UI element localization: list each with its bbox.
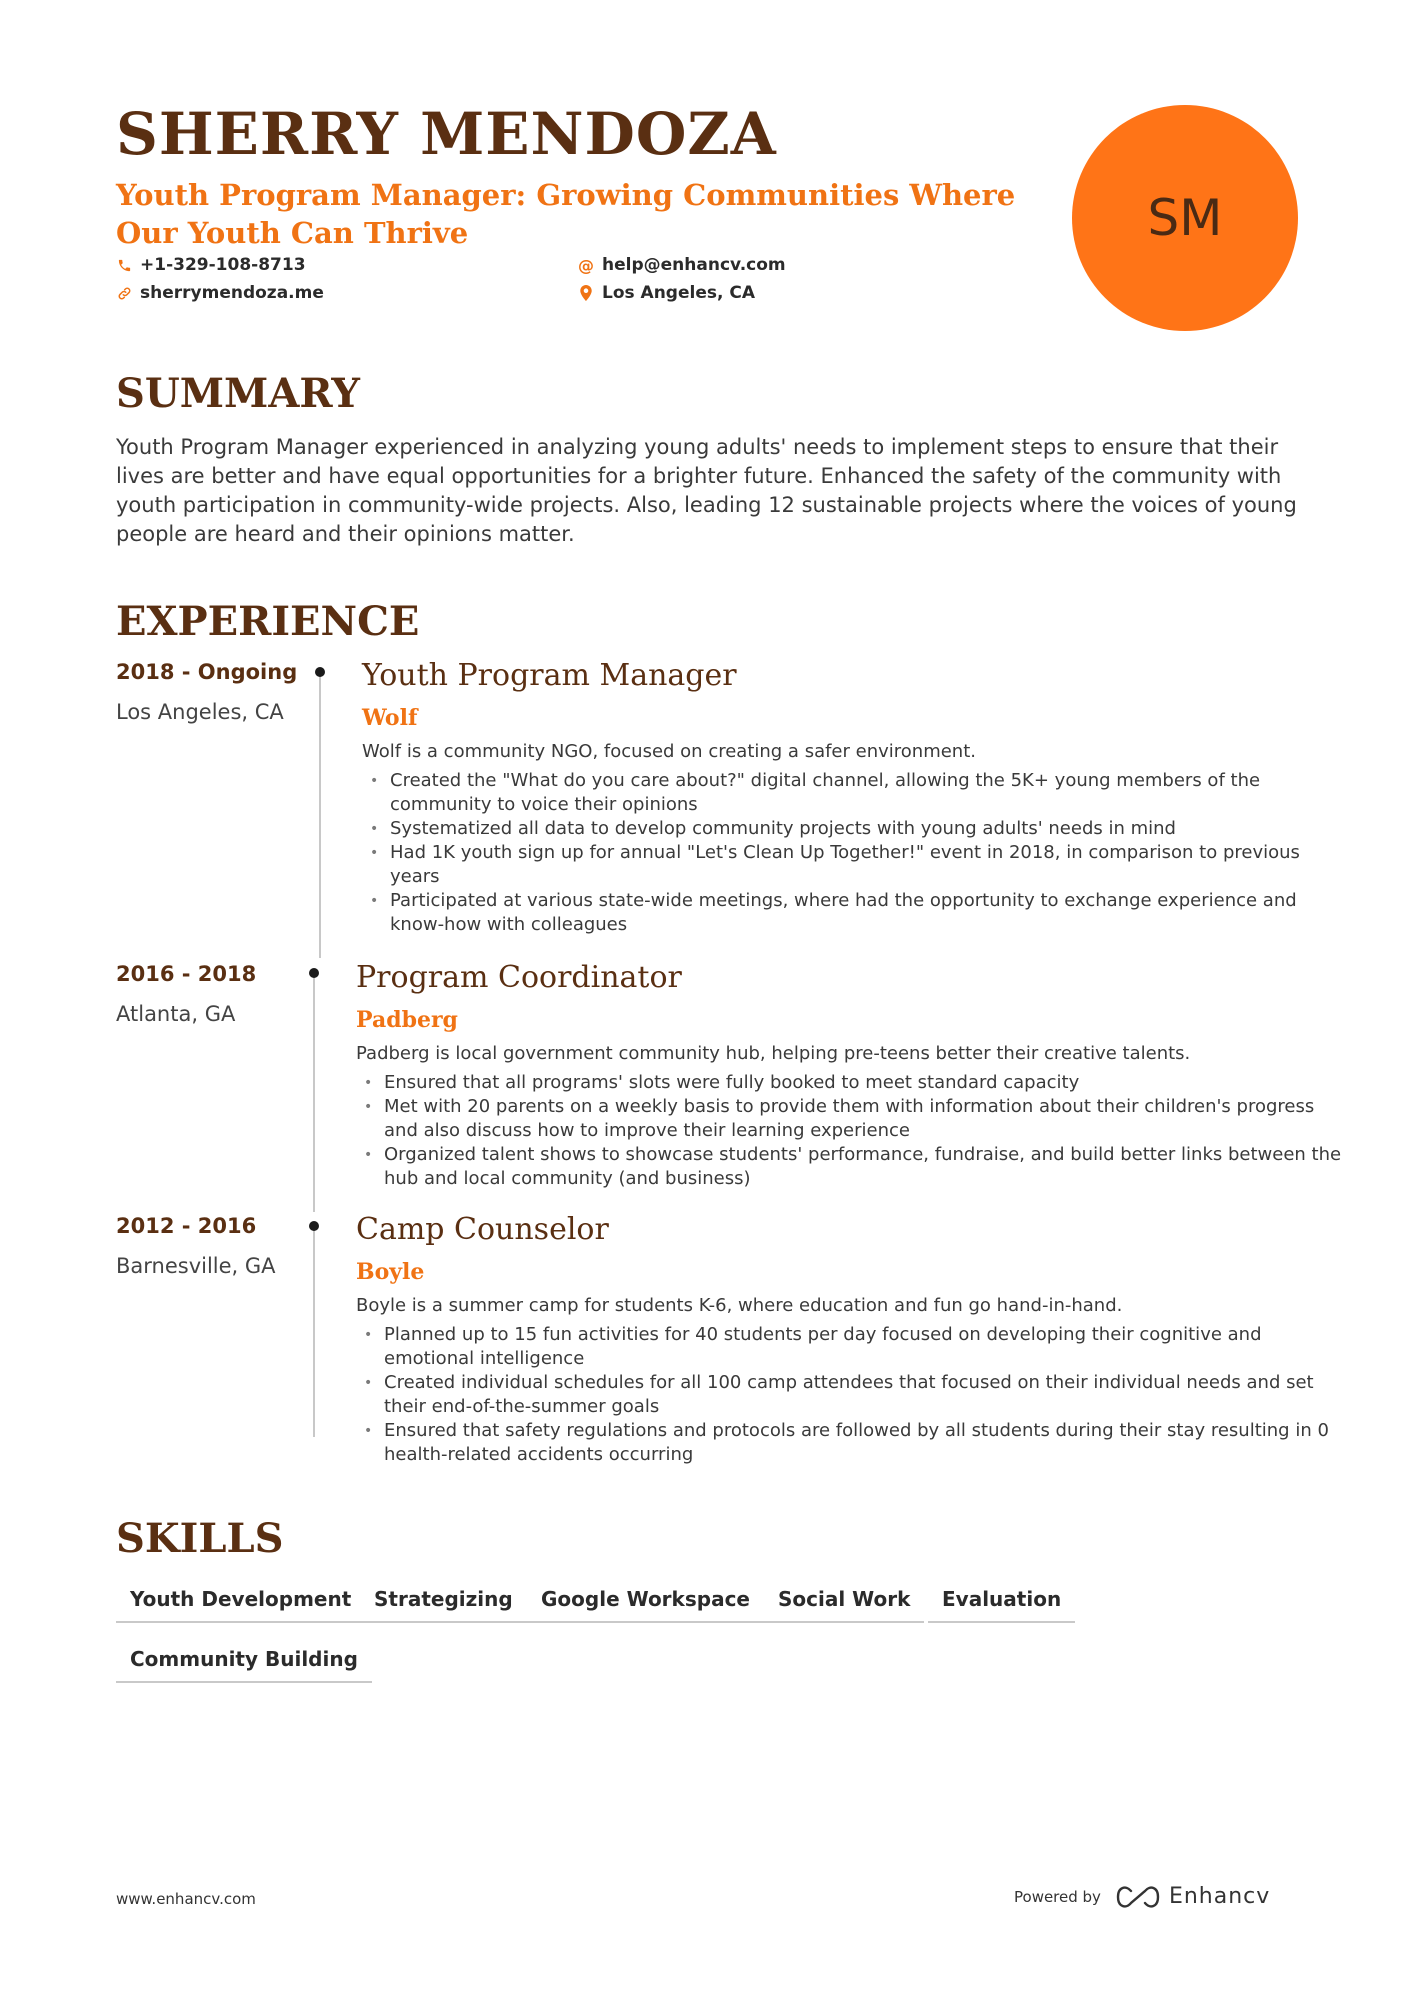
location-text: Los Angeles, CA — [602, 283, 755, 303]
job-description: Wolf is a community NGO, focused on creating a safer environment. — [362, 741, 976, 762]
timeline-line — [313, 972, 315, 1212]
job-company: Padberg — [356, 1007, 458, 1033]
list-item: • Planned up to 15 fun activities for 40 students per day focused on developing their cognitive and emotional intelligence — [364, 1324, 1262, 1369]
footer-branding — [1014, 1884, 1270, 1909]
list-item: • Organized talent shows to showcase students' performance, fundraise, and build better links between the hub and local community (and business) — [364, 1144, 1342, 1189]
list-item: • Systematized all data to develop community projects with young adults' needs in mind — [370, 818, 1176, 839]
skill-tag: Youth Development — [116, 1587, 365, 1623]
job-location: Los Angeles, CA — [116, 700, 284, 724]
list-item: • Ensured that safety regulations and protocols are followed by all students during their stay resulting in 0 health-related accidents occurring — [364, 1420, 1329, 1465]
skill-tag: Social Work — [764, 1587, 924, 1623]
list-item: • Created the "What do you care about?" digital channel, allowing the 5K+ young members of the community to voice their opinions — [370, 770, 1261, 815]
list-item: • Ensured that all programs' slots were fully booked to meet standard capacity — [364, 1072, 1080, 1093]
job-dates: 2018 - Ongoing — [116, 660, 298, 684]
list-item: • Had 1K youth sign up for annual "Let's Clean Up Together!" event in 2018, in comparison to previous years — [370, 842, 1300, 887]
phone-icon — [116, 257, 132, 273]
job-bullets — [356, 1323, 1346, 1467]
headline: Youth Program Manager: Growing Communities Where Our Youth Can Thrive — [116, 178, 1016, 250]
list-item: • Participated at various state-wide meetings, where had the opportunity to exchange experience and know-how with colleagues — [370, 890, 1297, 935]
job-dates: 2012 - 2016 — [116, 1214, 257, 1238]
job-company: Boyle — [356, 1259, 425, 1285]
timeline-dot — [309, 1221, 319, 1231]
contact-email[interactable] — [578, 255, 786, 275]
website-text[interactable]: sherrymendoza.me — [140, 283, 324, 303]
job-title: Program Coordinator — [356, 960, 682, 995]
avatar — [1072, 105, 1298, 331]
skills-title: SKILLS — [116, 1515, 284, 1562]
skill-tag: Community Building — [116, 1647, 372, 1683]
job-company: Wolf — [362, 705, 418, 731]
contact-website[interactable] — [116, 283, 324, 303]
contact-location — [578, 283, 755, 303]
job-description: Padberg is local government community hub, helping pre-teens better their creative talents. — [356, 1043, 1191, 1064]
phone-text: +1-329-108-8713 — [140, 255, 306, 275]
enhancv-logo-icon — [1115, 1885, 1161, 1909]
list-item: • Created individual schedules for all 100 camp attendees that focused on their individual needs and set their end-of-the-summer goals — [364, 1372, 1314, 1417]
job-title: Youth Program Manager — [362, 658, 737, 693]
job-description: Boyle is a summer camp for students K-6, where education and fun go hand-in-hand. — [356, 1295, 1123, 1316]
summary-text: Youth Program Manager experienced in analyzing young adults' needs to implement steps to ensure that their lives are better and have equal opportunities for a brighter future. Enhanced the safety of the community with youth participation in community-wide projects. Also, leading 12 sustainable projects where the voices of young people are heard and their opinions matter. — [116, 435, 1297, 546]
skill-tag: Google Workspace — [527, 1587, 764, 1623]
job-bullets — [362, 769, 1352, 937]
timeline-dot — [315, 667, 325, 677]
timeline-dot — [309, 968, 319, 978]
timeline-line — [313, 1225, 315, 1437]
skill-tag: Strategizing — [360, 1587, 527, 1623]
link-icon — [116, 285, 132, 301]
brand-name: Enhancv — [1168, 1884, 1271, 1909]
powered-by-label: Powered by — [1014, 1887, 1101, 1906]
footer-website[interactable]: www.enhancv.com — [116, 1890, 256, 1908]
experience-title: EXPERIENCE — [116, 598, 420, 645]
pin-icon — [578, 285, 594, 301]
candidate-name: SHERRY MENDOZA — [116, 100, 777, 168]
job-dates: 2016 - 2018 — [116, 962, 257, 986]
job-bullets — [356, 1071, 1346, 1191]
enhancv-logo[interactable] — [1115, 1884, 1270, 1909]
summary-title: SUMMARY — [116, 370, 360, 417]
job-location: Atlanta, GA — [116, 1002, 236, 1026]
job-title: Camp Counselor — [356, 1212, 609, 1247]
contact-phone — [116, 255, 306, 275]
timeline-line — [319, 672, 321, 958]
job-location: Barnesville, GA — [116, 1254, 276, 1278]
list-item: • Met with 20 parents on a weekly basis to provide them with information about their children's progress and also discuss how to improve their learning experience — [364, 1096, 1315, 1141]
email-text[interactable]: help@enhancv.com — [602, 255, 786, 275]
at-icon: @ — [578, 255, 594, 275]
skill-tag: Evaluation — [928, 1587, 1075, 1623]
avatar-initials: SM — [1147, 189, 1223, 247]
